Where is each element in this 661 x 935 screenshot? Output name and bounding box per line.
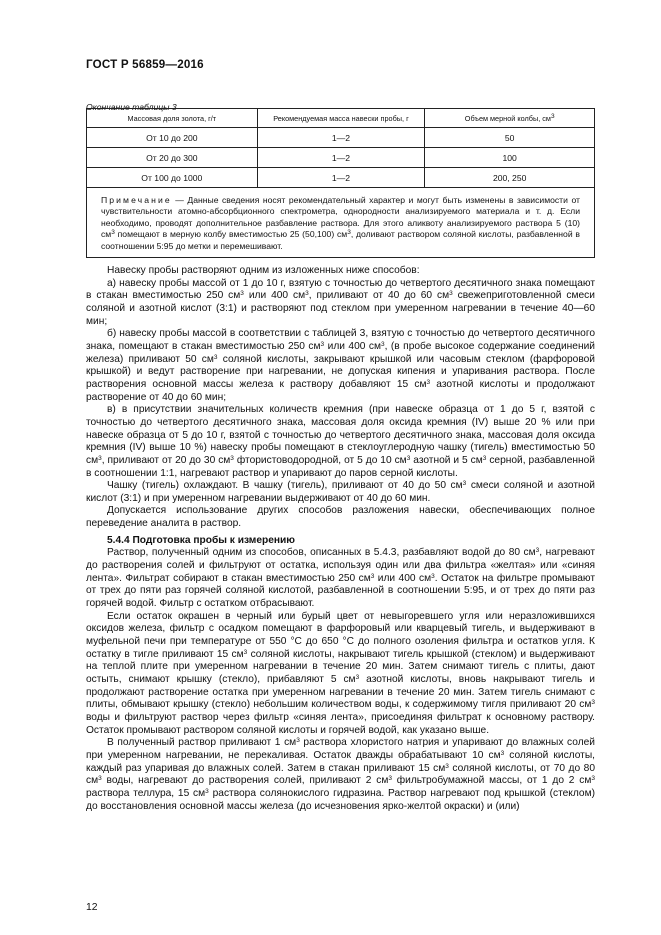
column-header-gold-fraction: Массовая доля золота, г/т [87, 109, 258, 128]
table-note [87, 188, 595, 258]
unit-superscript: 3 [535, 547, 540, 555]
unit-superscript: 3 [445, 762, 449, 770]
unit-superscript: 3 [431, 572, 435, 580]
table-cell-gold-fraction: От 10 до 200 [87, 128, 258, 148]
paragraph-text: Раствор, полученный одним из способов, описанных в 5.4.3, разбавляют водой до 80 см [107, 547, 536, 559]
body-text [86, 265, 595, 813]
page-number: 12 [86, 902, 98, 913]
unit-superscript: 3 [305, 290, 309, 298]
paragraph-text: Навеску пробы растворяют одним из изложенных ниже способов: [107, 265, 420, 276]
paragraph-text: азотной кислоты, вновь накрывают тигель и продолжают растворение остатка при умеренном нагревании в течение 20 мин. Затем тигель снимают с плиты, обмывают крышку (стекло) небольшим количеством воды, к содержимому тигля приливают 20 см [86, 674, 595, 711]
table-row [87, 128, 595, 148]
table-row [87, 148, 595, 168]
paragraph-text: или 400 см [374, 572, 432, 584]
unit-superscript: 3 [213, 353, 218, 361]
unit-superscript: 3 [98, 775, 102, 783]
unit-superscript: 3 [111, 229, 115, 237]
paragraph-text: азотной кислоты и продолжают растворение от 40 до 60 мин; [86, 378, 595, 403]
column-header-flask-volume [425, 109, 595, 128]
paragraph-text: Чашку (тигель) охлаждают. В чашку (тигель), приливают от 40 до 50 см [107, 480, 463, 492]
table-caption: Окончание таблицы 3 [86, 102, 177, 112]
unit-superscript: 3 [591, 775, 596, 783]
unit-superscript: 3 [240, 290, 244, 298]
unit-superscript: 3 [406, 454, 411, 462]
paragraph-text: соляной кислоты, от 70 до 80 см [86, 762, 595, 787]
unit-superscript: 3 [296, 737, 300, 745]
body-paragraph [86, 265, 595, 278]
paragraph-text: соляной кислоты, каждый раз упаривая до влажных солей. Затем в стакан приливают 15 см [86, 749, 595, 774]
table-cell-sample-mass: 1—2 [257, 128, 425, 148]
paragraph-text: или 400 см [324, 340, 381, 352]
paragraph-text: б) навеску пробы массой в соответствии с таблицей 3, взятую с точностью до четвертого десятичного знака, помещают в стакан вместимостью 250 см [86, 328, 595, 352]
unit-superscript: 3 [449, 290, 453, 298]
paragraph-text: фтористоводородной, от 5 до 10 см [233, 454, 407, 466]
unit-superscript: 3 [462, 480, 467, 488]
table-cell-flask-volume: 100 [425, 148, 595, 168]
paragraph-text: воды, нагревают до растворения солей, приливают 2 см [101, 775, 389, 787]
paragraph-text: смеси соляной и азотной кислот (3:1) и при умеренном нагревании выдерживают от 40 до 60 мин. [86, 480, 595, 504]
unit-superscript: 3 [388, 775, 392, 783]
table-row [87, 168, 595, 188]
note-text: , доливают раствором соляной кислоты, разбавленной в соотношении 5:95 до метки и перемешивают. [101, 229, 580, 251]
body-paragraph [86, 547, 595, 610]
paragraph-text: свежеприготовленной смеси соляной и азотной кислот (3:1) и растворяют под стеклом при умеренном нагревании в течение 40—60 мин; [86, 290, 595, 327]
paragraph-text: фильтробумажной массы, от 1 до 2 см [391, 775, 592, 787]
paragraph-text: или 400 см [243, 290, 306, 302]
unit-superscript: 3 [243, 648, 248, 656]
table-note-row [87, 188, 595, 258]
body-paragraph [86, 480, 595, 505]
paragraph-text: , нагревают до растворения солей и фильтруют от остатка, используя один или два фильтра «желтая» или «синяя лента». Фильтрат собирают в стакан вместимостью 250 см [86, 547, 596, 584]
paragraph-text: . Остаток на фильтре промывают от трех до пяти раз горячей соляной кислотой, разбавленной в соотношении 5:95, и от трех до пяти раз горячей водой. Фильтр с остатком отбрасывают. [86, 572, 596, 610]
note-text: — Данные сведения носят рекомендательный характер и могут быть изменены в зависимости от чувствительности атомно-абсорбционного спектрометра, однородности анализируемого материала и т. д. Если необходимо, проводят дополнительное разбавление раствора. Для этого аликвоту анализируемого раствора 5 (10) см [101, 195, 580, 240]
table-cell-flask-volume: 50 [425, 128, 595, 148]
note-text: помещают в мерную колбу вместимостью 25 (50,100) см [114, 229, 348, 240]
unit-superscript: 3 [426, 378, 431, 386]
unit-superscript: 3 [370, 572, 375, 580]
paragraph-text: В полученный раствор приливают 1 см [107, 737, 297, 749]
unit-superscript: 3 [205, 787, 209, 795]
paragraph-text: , приливают от 20 до 30 см [101, 454, 231, 466]
table-cell-flask-volume: 200, 250 [425, 168, 595, 188]
table-cell-gold-fraction: От 100 до 1000 [87, 168, 258, 188]
paragraph-text: раствора теллура, 15 см [86, 787, 206, 799]
paragraph-text: , (в пробе высокое содержание соединений железа) приливают 50 см [86, 340, 595, 365]
paragraph-text: азотной и 5 см [410, 454, 483, 466]
section-heading-5-4-4 [86, 535, 595, 548]
paragraph-text: раствора солянокислого гидразина. Раствор нагревают под крышкой (стеклом) до восстановления основной массы железа (до исчезновения ярко-желтой окраски) и (или) [86, 787, 595, 812]
paragraph-text: Допускается использование других способов разложения навески, обеспечивающих полное переведение аналита в раствор. [86, 505, 595, 530]
paragraph-text: соляной кислоты, закрывают крышкой или часовым стеклом (фарфоровой крышкой) и ведут растворение при нагревании, не допуская кипения и упаривания раствора. После растворения основной массы железа к раствору добавляют 15 см [86, 353, 595, 390]
paragraph-text: раствора хлористого натрия и упаривают до влажных солей при умеренном нагревании, не перекаливая. Остаток дважды обрабатывают 10 см [86, 737, 595, 761]
unit-superscript: 3 [500, 749, 505, 757]
table-cell-sample-mass: 1—2 [257, 168, 425, 188]
body-paragraph [86, 328, 595, 404]
paragraph-text: , приливают от 40 до 60 см [308, 290, 450, 302]
table-cell-gold-fraction: От 20 до 300 [87, 148, 258, 168]
unit-superscript: 3 [550, 112, 555, 120]
body-paragraph [86, 278, 595, 329]
table-3 [86, 108, 595, 258]
table-header-row [87, 109, 595, 128]
paragraph-text: серной, разбавленной в соотношении 1:1, нагревают раствор и упаривают до паров серной кислоты. [86, 454, 595, 479]
paragraph-text: воды и фильтруют раствор через фильтр «синяя лента», присоединяя фильтрат к основному раствору. Остаток промывают раствором соляной кислоты и горячей водой, как указано выше. [86, 711, 595, 736]
unit-superscript: 3 [355, 674, 360, 681]
unit-superscript: 3 [347, 229, 351, 237]
body-paragraph [86, 611, 595, 738]
document-standard-header: ГОСТ Р 56859—2016 [86, 58, 204, 71]
table-cell-sample-mass: 1—2 [257, 148, 425, 168]
paragraph-text: Если остаток окрашен в черный или бурый цвет от невыгоревшего угля или неразложившихся оксидов железа, фильтр с осадком помещают в фарфоровый или кварцевый тигель, и выдерживают в муфельной печи при температуре от 550 °С до 650 °С до полного озоления фильтра и остатков угля. К остатку в тигле приливают 15 см [86, 610, 595, 660]
column-header-sample-mass: Рекомендуемая масса навески пробы, г [257, 109, 425, 128]
paragraph-text: в) в присутствии значительных количеств кремния (при навеске образца от 1 до 5 г, взятой с точностью до четвертого десятичного знака, массовая доля оксида кремния (IV) выше 20 % или при навеске образца от 5 до 10 г, взятой с точностью до четвертого десятичного знака, массовая доля оксида кремния (IV) выше 10 %) навеску пробы помещают в стеклоуглеродную чашку (тигель) вместимостью 50 см [86, 404, 595, 466]
body-paragraph [86, 505, 595, 530]
unit-superscript: 3 [98, 454, 102, 462]
column-header-flask-volume-text: Объем мерной колбы, см [464, 113, 551, 123]
unit-superscript: 3 [380, 340, 385, 348]
body-paragraph [86, 404, 595, 480]
unit-superscript: 3 [482, 454, 487, 462]
unit-superscript: 3 [591, 699, 595, 707]
paragraph-text: а) навеску пробы массой от 1 до 10 г, взятую с точностью до четвертого десятичного знака помещают в стакан вместимостью 250 см [86, 277, 595, 302]
body-paragraph [86, 737, 595, 813]
unit-superscript: 3 [230, 454, 234, 462]
unit-superscript: 3 [320, 340, 325, 348]
note-label: Примечание [101, 195, 172, 205]
paragraph-text: 5.4.4 Подготовка пробы к измерению [107, 534, 296, 546]
paragraph-text: соляной кислоты, накрывают тигель крышкой (стеклом) и выдерживают на теплой плите при умеренном нагревании в течение 20 мин. Затем снимают тигель с плиты, дают остыть, снимают крышку (стекло), прибавляют 5 см [86, 648, 596, 685]
